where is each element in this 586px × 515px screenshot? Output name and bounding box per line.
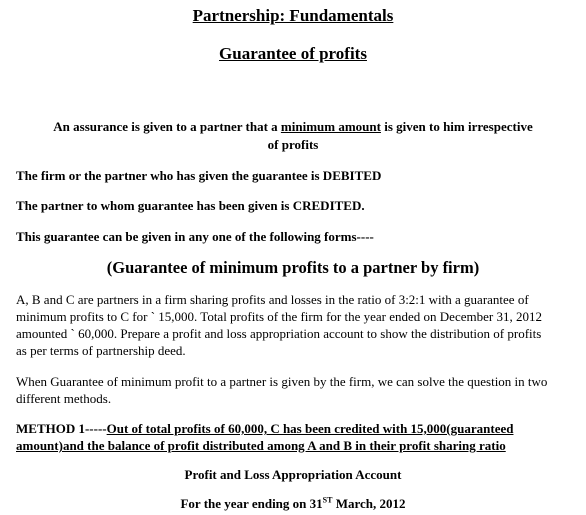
method-1-label: METHOD 1----- <box>16 421 107 436</box>
problem-line: A, B and C are partners in a firm sharing profits and losses in the ratio of 3:2:1 with a guarantee of <box>16 292 529 307</box>
account-title: Profit and Loss Appropriation Account <box>184 467 402 482</box>
methods-note-line: When Guarantee of minimum profit to a partner is given by the firm, we can solve the question in two <box>16 374 548 389</box>
year-line-sup: ST <box>322 495 333 505</box>
year-line <box>0 495 586 512</box>
assurance-text-2: is given to him irrespective <box>380 119 533 134</box>
method-1 <box>16 420 578 454</box>
section-heading: (Guarantee of minimum profits to a partner by firm) <box>106 258 480 277</box>
methods-note-line: different methods. <box>16 391 112 406</box>
assurance-underlined: minimum amount <box>280 119 381 134</box>
problem-line: amounted ` 60,000. Prepare a profit and loss appropriation account to show the distribution of profits <box>16 326 542 341</box>
credited-statement: The partner to whom guarantee has been given is CREDITED. <box>16 198 365 213</box>
year-line-post: March, 2012 <box>332 496 406 511</box>
assurance-text-1: An assurance is given to a partner that a <box>53 119 281 134</box>
methods-note <box>16 373 578 407</box>
forms-statement: This guarantee can be given in any one of the following forms---- <box>16 229 374 244</box>
debited-statement: The firm or the partner who has given the guarantee is DEBITED <box>16 168 382 183</box>
year-line-pre: For the year ending on 31 <box>180 496 323 511</box>
method-1-line-2: amount)and the balance of profit distributed among A and B in their profit sharing ratio <box>16 438 506 453</box>
assurance-line-1 <box>0 118 586 135</box>
problem-paragraph <box>16 291 578 359</box>
assurance-line-2: of profits <box>267 137 319 152</box>
method-1-line-1 <box>16 420 578 437</box>
page-subtitle: Guarantee of profits <box>219 44 367 63</box>
problem-line: as per terms of partnership deed. <box>16 343 186 358</box>
page-title: Partnership: Fundamentals <box>192 6 394 25</box>
problem-line: minimum profits to C for ` 15,000. Total profits of the firm for the year ended on December 31, 2012 <box>16 309 542 324</box>
method-1-text-1: Out of total profits of 60,000, C has been credited with 15,000(guaranteed <box>106 421 514 436</box>
